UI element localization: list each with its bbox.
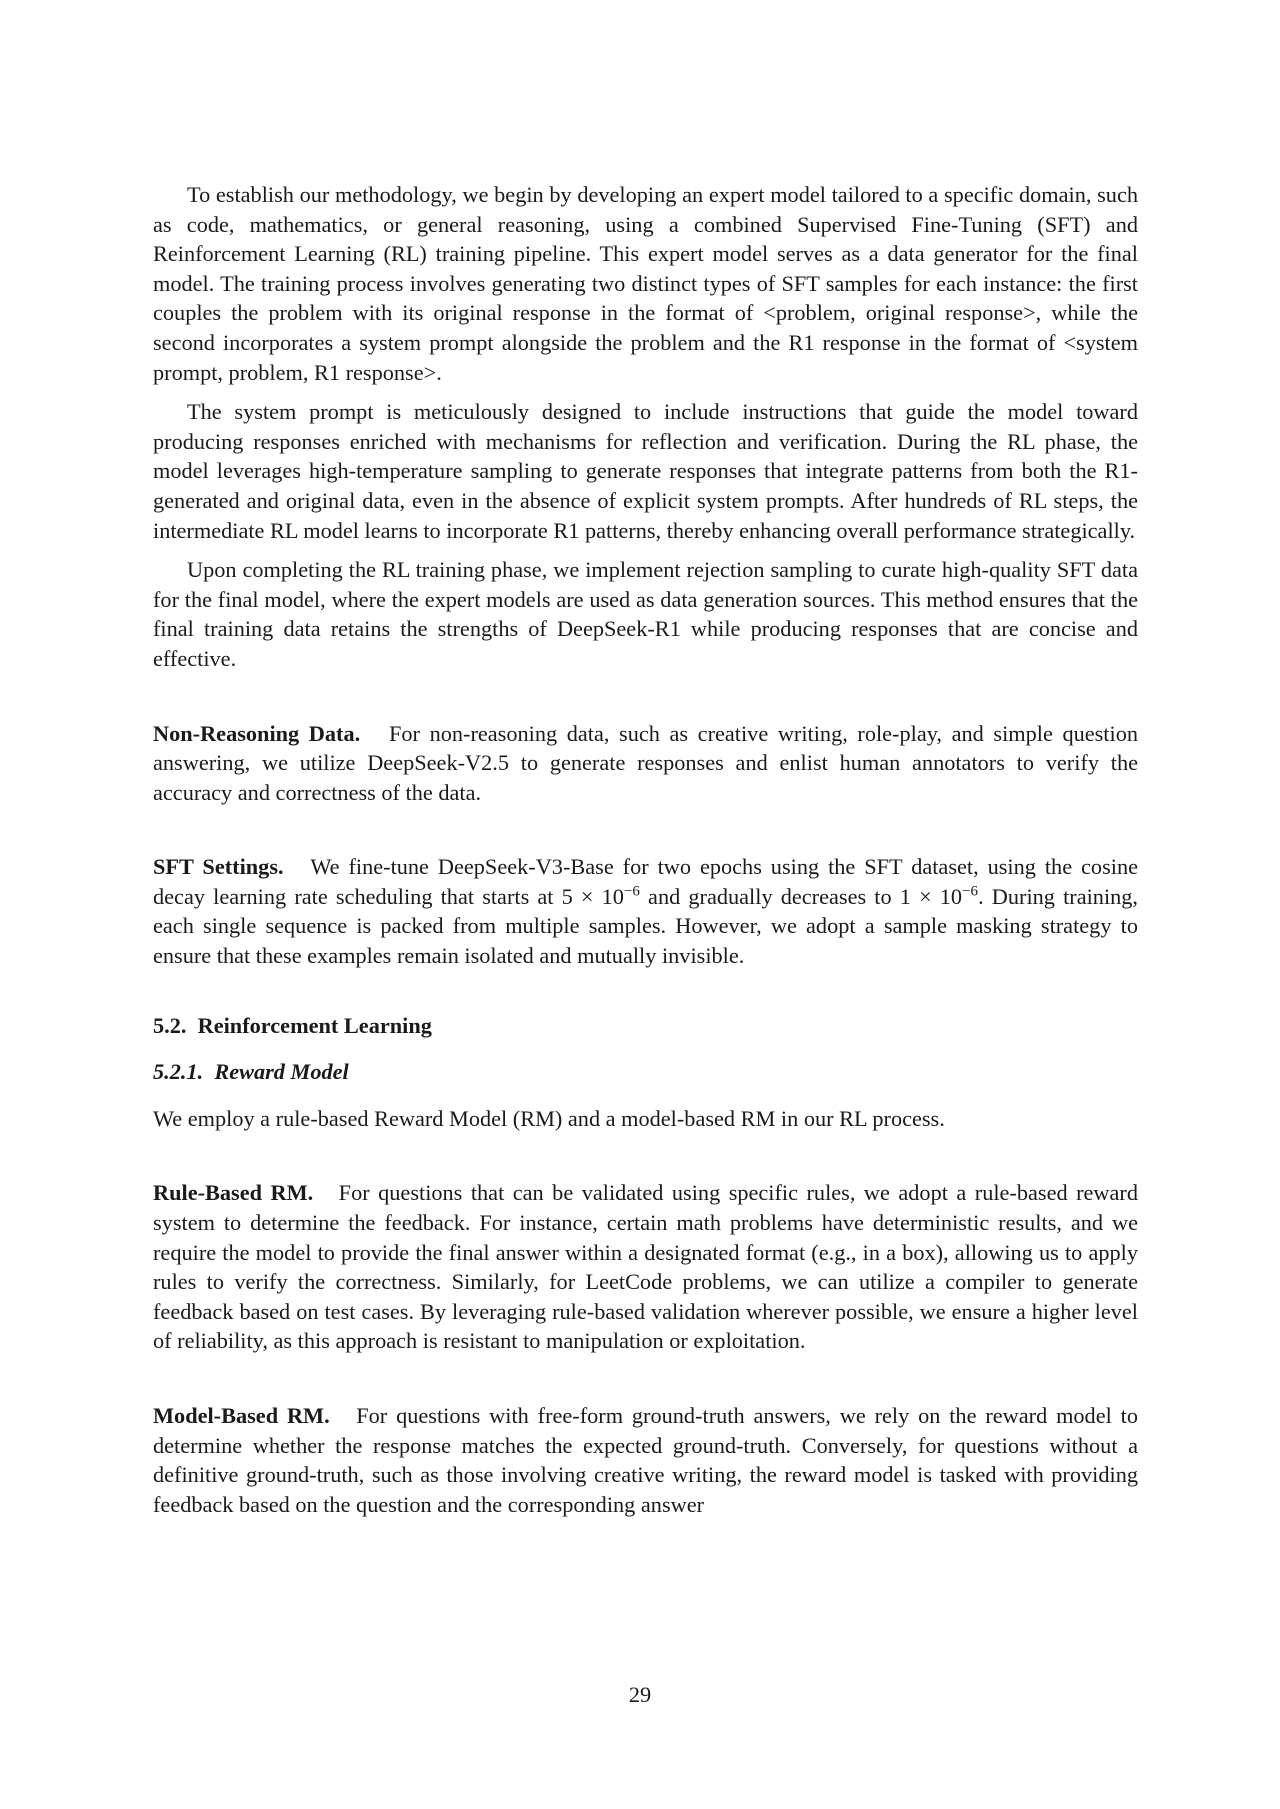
section-heading-5-2	[153, 1011, 1138, 1041]
paragraph-title: Rule-Based RM.	[153, 1180, 314, 1206]
math-base: 1 × 10	[899, 883, 963, 909]
paragraph-body: For questions that can be validated using specific rules, we adopt a rule-based reward system to determine the feedback. For instance, certain math problems have deterministic results, and we require the model to provide the final answer within a designated format (e.g., in a box), allowing us to apply rules to verify the correctness. Similarly, for LeetCode problems, we can utilize a compiler to generate feedback based on test cases. By leveraging rule-based validation wherever possible, we ensure a higher level of reliability, as this approach is resistant to manipulation or exploitation.	[153, 1180, 1138, 1354]
paragraph-title: SFT Settings.	[153, 854, 284, 880]
page-number: 29	[628, 1682, 652, 1707]
section-number: 5.2.	[153, 1012, 187, 1038]
math-exponent: −6	[623, 883, 640, 900]
paragraph-non-reasoning	[153, 719, 1138, 808]
paragraph-system-prompt: The system prompt is meticulously designed to include instructions that guide the model toward producing responses enriched with mechanisms for reflection and verification. During the RL phase, the model leverages high-temperature sampling to generate responses that integrate patterns from both the R1-generated and original data, even in the absence of explicit system prompts. After hundreds of RL steps, the intermediate RL model learns to incorporate R1 patterns, thereby enhancing overall performance strategically.	[153, 399, 1138, 543]
learning-rate-start	[562, 884, 640, 909]
paragraph-body: For questions with free-form ground-truth answers, we rely on the reward model to determine whether the response matches the expected ground-truth. Conversely, for questions without a definitive ground-truth, such as those involving creative writing, the reward model is tasked with providing feedback based on the question and the corresponding answer	[153, 1403, 1138, 1517]
math-base: 5 × 10	[561, 883, 624, 909]
paragraph-model-based-rm	[153, 1401, 1138, 1519]
subsection-number: 5.2.1.	[153, 1059, 204, 1085]
learning-rate-end	[900, 884, 978, 909]
paragraph-sft-settings	[153, 852, 1138, 970]
paragraph-rule-based-rm	[153, 1178, 1138, 1356]
paragraph-body: and gradually decreases to	[639, 883, 900, 909]
text-column	[153, 180, 1138, 1519]
math-exponent: −6	[962, 883, 979, 900]
subsection-heading-5-2-1	[153, 1057, 1138, 1087]
paragraph-body: We fine-tune DeepSeek-V3-Base for two epochs using the SFT dataset, using the cosine decay learning rate scheduling that starts at	[153, 854, 1138, 909]
section-title: Reinforcement Learning	[197, 1012, 432, 1038]
subsection-title: Reward Model	[214, 1059, 349, 1085]
paragraph-title: Model-Based RM.	[153, 1403, 330, 1428]
paragraph-methodology: To establish our methodology, we begin by developing an expert model tailored to a specific domain, such as code, mathematics, or general reasoning, using a combined Supervised Fine-Tuning (SFT) and Reinforcement Learning (RL) training pipeline. This expert model serves as a data generator for the final model. The training process involves generating two distinct types of SFT samples for each instance: the first couples the problem with its original response in the format of <problem, original response>, while the second incorporates a system prompt alongside the problem and the R1 response in the format of <system prompt, problem, R1 response>.	[153, 182, 1138, 385]
paragraph-reward-intro: We employ a rule-based Reward Model (RM) and a model-based RM in our RL process.	[153, 1105, 945, 1131]
paragraph-title: Non-Reasoning Data.	[153, 720, 361, 746]
paragraph-body: For non-reasoning data, such as creative writing, role-play, and simple question answering, we utilize DeepSeek-V2.5 to generate responses and enlist human annotators to verify the accuracy and correctness of the data.	[153, 720, 1138, 805]
paragraph-body: . During training, each single sequence is packed from multiple samples. However, we adopt a sample masking strategy to ensure that these examples remain isolated and mutually invisible.	[153, 883, 1139, 969]
paragraph-rejection-sampling: Upon completing the RL training phase, we implement rejection sampling to curate high-quality SFT data for the final model, where the expert models are used as data generation sources. This method ensures that the final training data retains the strengths of DeepSeek-R1 while producing responses that are concise and effective.	[153, 557, 1138, 671]
